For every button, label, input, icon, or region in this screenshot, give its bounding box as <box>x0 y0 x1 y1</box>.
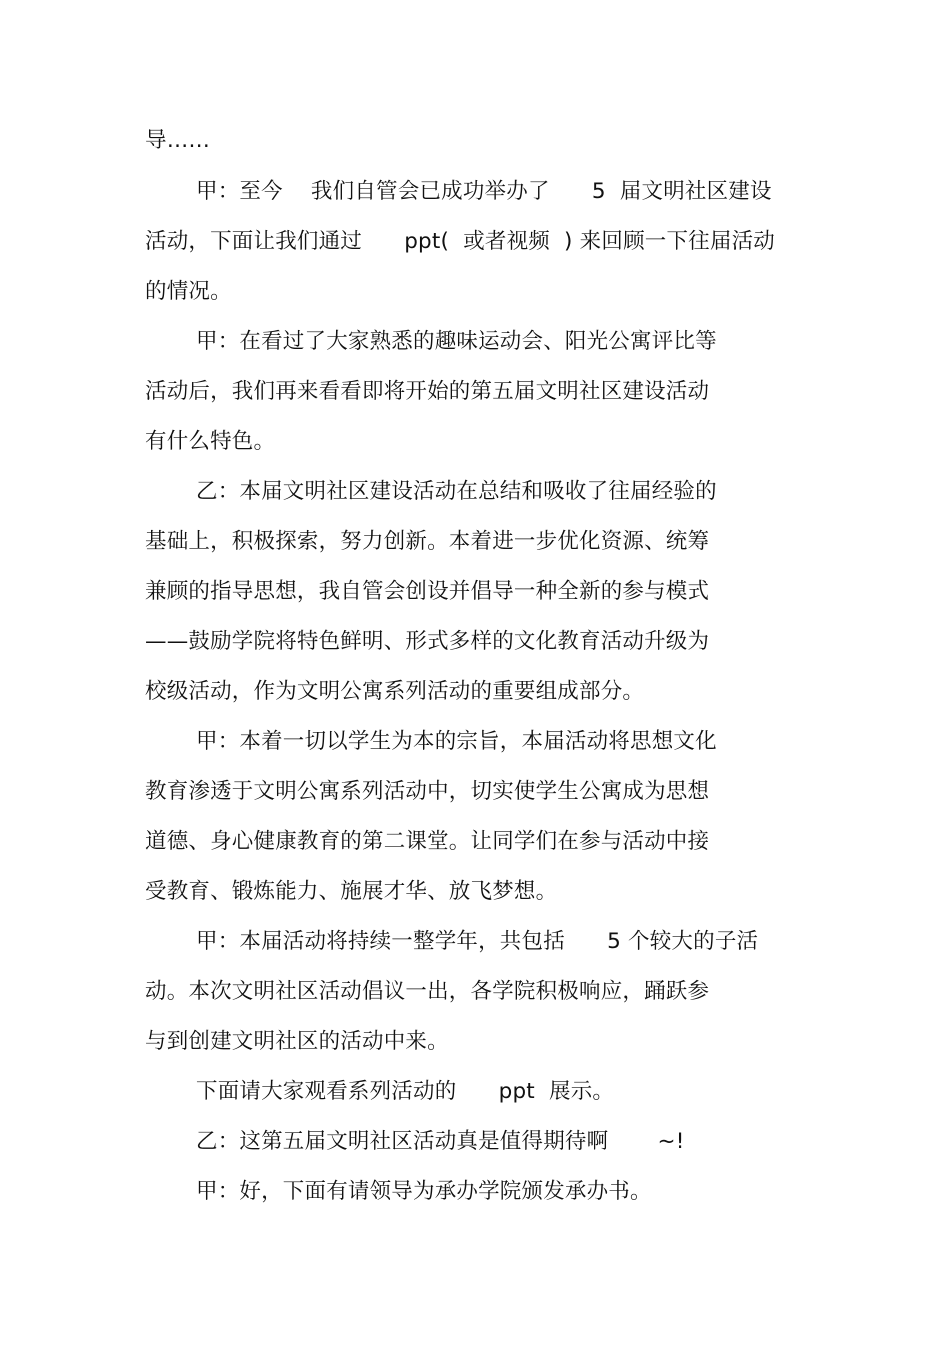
text-line: 教育渗透于文明公寓系列活动中，切实使学生公寓成为思想 <box>145 779 710 804</box>
text-line: 道德、身心健康教育的第二课堂。让同学们在参与活动中接 <box>145 829 710 854</box>
text-line: 导…… <box>145 128 211 153</box>
text-line: 活动后，我们再来看看即将开始的第五届文明社区建设活动 <box>145 379 710 404</box>
text-line: 基础上，积极探索，努力创新。本着进一步优化资源、统筹 <box>145 529 710 554</box>
text-line: 乙：这第五届文明社区活动真是值得期待啊 ~! <box>196 1129 685 1154</box>
text-line: 动。本次文明社区活动倡议一出，各学院积极响应，踊跃参 <box>145 979 710 1004</box>
text-line: 活动，下面让我们通过 ppt( 或者视频 ) 来回顾一下往届活动 <box>145 229 775 254</box>
text-line: 有什么特色。 <box>145 429 276 454</box>
text-line: 乙：本届文明社区建设活动在总结和吸收了往届经验的 <box>196 479 717 504</box>
text-line: 甲：本着一切以学生为本的宗旨，本届活动将思想文化 <box>196 729 717 754</box>
text-line: 甲：至今 我们自管会已成功举办了 5 届文明社区建设 <box>196 179 772 204</box>
text-line: 甲：在看过了大家熟悉的趣味运动会、阳光公寓评比等 <box>196 329 717 354</box>
text-line: 甲：本届活动将持续一整学年，共包括 5 个较大的子活 <box>196 929 759 954</box>
text-line: 校级活动，作为文明公寓系列活动的重要组成部分。 <box>145 679 645 704</box>
text-line: ——鼓励学院将特色鲜明、形式多样的文化教育活动升级为 <box>145 629 710 654</box>
text-line: 受教育、锻炼能力、施展才华、放飞梦想。 <box>145 879 558 904</box>
text-line: 的情况。 <box>145 279 232 304</box>
text-line: 兼顾的指导思想，我自管会创设并倡导一种全新的参与模式 <box>145 579 710 604</box>
text-line: 与到创建文明社区的活动中来。 <box>145 1029 449 1054</box>
text-line: 下面请大家观看系列活动的 ppt 展示。 <box>196 1079 615 1104</box>
text-line: 甲：好，下面有请领导为承办学院颁发承办书。 <box>196 1179 652 1204</box>
